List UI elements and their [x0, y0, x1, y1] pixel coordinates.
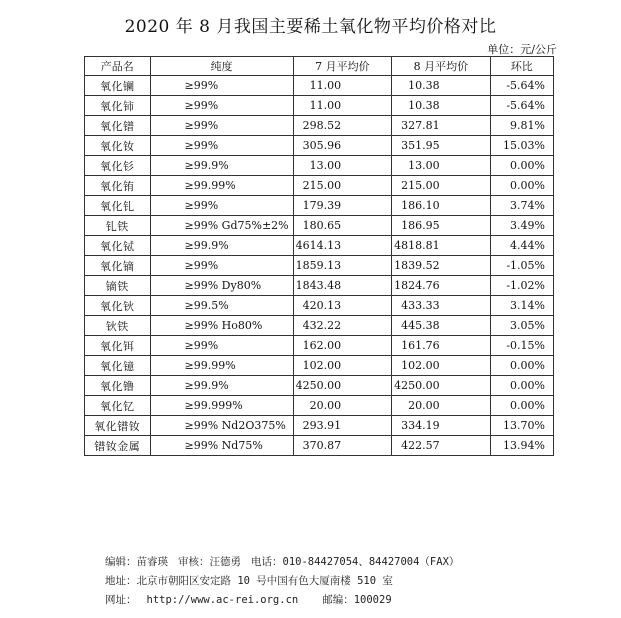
postcode-value: 100029 — [353, 594, 392, 606]
cell-july-price: 102.00 — [293, 356, 392, 376]
table-row — [85, 196, 554, 216]
cell-product-name: 氧化铽 — [85, 236, 151, 256]
cell-purity: ≥99% — [150, 136, 293, 156]
footer — [105, 553, 459, 610]
header-change: 环比 — [490, 57, 553, 76]
cell-purity: ≥99.5% — [150, 296, 293, 316]
cell-purity: ≥99% — [150, 256, 293, 276]
cell-product-name: 氧化镨钕 — [85, 416, 151, 436]
cell-product-name: 氧化钬 — [85, 296, 151, 316]
footer-line-web — [105, 591, 459, 610]
cell-august-price: 445.38 — [392, 316, 491, 336]
cell-purity: ≥99% — [150, 336, 293, 356]
cell-august-price: 334.19 — [392, 416, 491, 436]
cell-product-name: 镨钕金属 — [85, 436, 151, 456]
cell-product-name: 氧化钕 — [85, 136, 151, 156]
cell-change: -5.64% — [490, 76, 553, 96]
cell-product-name: 氧化铒 — [85, 336, 151, 356]
table-body — [85, 76, 554, 456]
cell-august-price: 351.95 — [392, 136, 491, 156]
table-row — [85, 356, 554, 376]
cell-july-price: 179.39 — [293, 196, 392, 216]
table-row — [85, 76, 554, 96]
cell-product-name: 氧化镨 — [85, 116, 151, 136]
cell-july-price: 215.00 — [293, 176, 392, 196]
table-row — [85, 96, 554, 116]
website-label: 网址： — [105, 594, 137, 606]
cell-july-price: 1859.13 — [293, 256, 392, 276]
cell-change: 15.03% — [490, 136, 553, 156]
cell-purity: ≥99.9% — [150, 156, 293, 176]
cell-july-price: 293.91 — [293, 416, 392, 436]
cell-august-price: 433.33 — [392, 296, 491, 316]
cell-purity: ≥99.9% — [150, 376, 293, 396]
website-link[interactable]: http://www.ac-rei.org.cn — [146, 594, 299, 606]
cell-august-price: 327.81 — [392, 116, 491, 136]
cell-product-name: 氧化钆 — [85, 196, 151, 216]
cell-august-price: 186.10 — [392, 196, 491, 216]
table-header-row — [85, 57, 554, 76]
cell-august-price: 102.00 — [392, 356, 491, 376]
cell-july-price: 13.00 — [293, 156, 392, 176]
cell-purity: ≥99% Ho80% — [150, 316, 293, 336]
phone-value: 010-84427054、84427004（FAX） — [282, 556, 460, 568]
cell-august-price: 4250.00 — [392, 376, 491, 396]
table-row — [85, 376, 554, 396]
cell-change: 0.00% — [490, 396, 553, 416]
cell-july-price: 420.13 — [293, 296, 392, 316]
cell-purity: ≥99.99% — [150, 356, 293, 376]
editor-name: 苗睿瑛 — [136, 556, 168, 568]
cell-purity: ≥99% — [150, 96, 293, 116]
cell-august-price: 161.76 — [392, 336, 491, 356]
cell-change: 3.49% — [490, 216, 553, 236]
table-row — [85, 436, 554, 456]
unit-label: 单位：元/公斤 — [487, 43, 557, 56]
cell-purity: ≥99% Gd75%±2% — [150, 216, 293, 236]
header-purity: 纯度 — [150, 57, 293, 76]
table-row — [85, 336, 554, 356]
cell-purity: ≥99% — [150, 196, 293, 216]
cell-purity: ≥99% — [150, 116, 293, 136]
cell-product-name: 氧化钐 — [85, 156, 151, 176]
cell-change: 3.74% — [490, 196, 553, 216]
cell-change: 4.44% — [490, 236, 553, 256]
cell-change: 0.00% — [490, 176, 553, 196]
header-july-price: 7 月平均价 — [293, 57, 392, 76]
cell-product-name: 氧化铕 — [85, 176, 151, 196]
cell-change: 0.00% — [490, 376, 553, 396]
cell-purity: ≥99% Nd75% — [150, 436, 293, 456]
footer-line-address — [105, 572, 459, 591]
cell-july-price: 11.00 — [293, 76, 392, 96]
cell-purity: ≥99% Nd2O375% — [150, 416, 293, 436]
cell-august-price: 1839.52 — [392, 256, 491, 276]
table-row — [85, 296, 554, 316]
price-table — [84, 56, 554, 456]
cell-august-price: 4818.81 — [392, 236, 491, 256]
cell-august-price: 422.57 — [392, 436, 491, 456]
cell-change: 13.70% — [490, 416, 553, 436]
table-row — [85, 136, 554, 156]
cell-purity: ≥99.99% — [150, 176, 293, 196]
table-row — [85, 416, 554, 436]
cell-august-price: 10.38 — [392, 76, 491, 96]
cell-change: 0.00% — [490, 356, 553, 376]
editor-label: 编辑： — [105, 556, 137, 568]
cell-july-price: 162.00 — [293, 336, 392, 356]
cell-august-price: 215.00 — [392, 176, 491, 196]
page-title: 2020 年 8 月我国主要稀土氧化物平均价格对比 — [124, 17, 497, 37]
cell-product-name: 镝铁 — [85, 276, 151, 296]
cell-product-name: 氧化铈 — [85, 96, 151, 116]
cell-august-price: 20.00 — [392, 396, 491, 416]
cell-product-name: 氧化钇 — [85, 396, 151, 416]
cell-product-name: 氧化镝 — [85, 256, 151, 276]
cell-july-price: 298.52 — [293, 116, 392, 136]
cell-july-price: 4250.00 — [293, 376, 392, 396]
cell-product-name: 钆铁 — [85, 216, 151, 236]
cell-purity: ≥99% — [150, 76, 293, 96]
table-row — [85, 276, 554, 296]
cell-august-price: 13.00 — [392, 156, 491, 176]
postcode-label: 邮编： — [322, 594, 354, 606]
table-row — [85, 256, 554, 276]
cell-change: 13.94% — [490, 436, 553, 456]
cell-product-name: 钬铁 — [85, 316, 151, 336]
cell-change: 3.14% — [490, 296, 553, 316]
reviewer-name: 汪德勇 — [209, 556, 241, 568]
cell-july-price: 20.00 — [293, 396, 392, 416]
cell-july-price: 1843.48 — [293, 276, 392, 296]
cell-product-name: 氧化镥 — [85, 376, 151, 396]
address-label: 地址： — [105, 575, 137, 587]
phone-label: 电话： — [251, 556, 283, 568]
cell-purity: ≥99.999% — [150, 396, 293, 416]
cell-july-price: 180.65 — [293, 216, 392, 236]
cell-change: -1.05% — [490, 256, 553, 276]
cell-august-price: 186.95 — [392, 216, 491, 236]
cell-change: 9.81% — [490, 116, 553, 136]
cell-august-price: 1824.76 — [392, 276, 491, 296]
table-row — [85, 216, 554, 236]
cell-change: -0.15% — [490, 336, 553, 356]
cell-july-price: 432.22 — [293, 316, 392, 336]
table-row — [85, 396, 554, 416]
table-row — [85, 236, 554, 256]
table-row — [85, 316, 554, 336]
table-row — [85, 156, 554, 176]
address-value: 北京市朝阳区安定路 10 号中国有色大厦南楼 510 室 — [136, 575, 393, 587]
footer-line-contacts — [105, 553, 459, 572]
cell-july-price: 305.96 — [293, 136, 392, 156]
cell-august-price: 10.38 — [392, 96, 491, 116]
reviewer-label: 审核： — [178, 556, 210, 568]
cell-change: -5.64% — [490, 96, 553, 116]
table-row — [85, 176, 554, 196]
cell-change: 3.05% — [490, 316, 553, 336]
cell-july-price: 4614.13 — [293, 236, 392, 256]
cell-purity: ≥99% Dy80% — [150, 276, 293, 296]
cell-purity: ≥99.9% — [150, 236, 293, 256]
table-row — [85, 116, 554, 136]
cell-change: 0.00% — [490, 156, 553, 176]
cell-july-price: 370.87 — [293, 436, 392, 456]
header-product-name: 产品名 — [85, 57, 151, 76]
cell-product-name: 氧化镱 — [85, 356, 151, 376]
cell-change: -1.02% — [490, 276, 553, 296]
cell-product-name: 氧化镧 — [85, 76, 151, 96]
cell-july-price: 11.00 — [293, 96, 392, 116]
header-august-price: 8 月平均价 — [392, 57, 491, 76]
